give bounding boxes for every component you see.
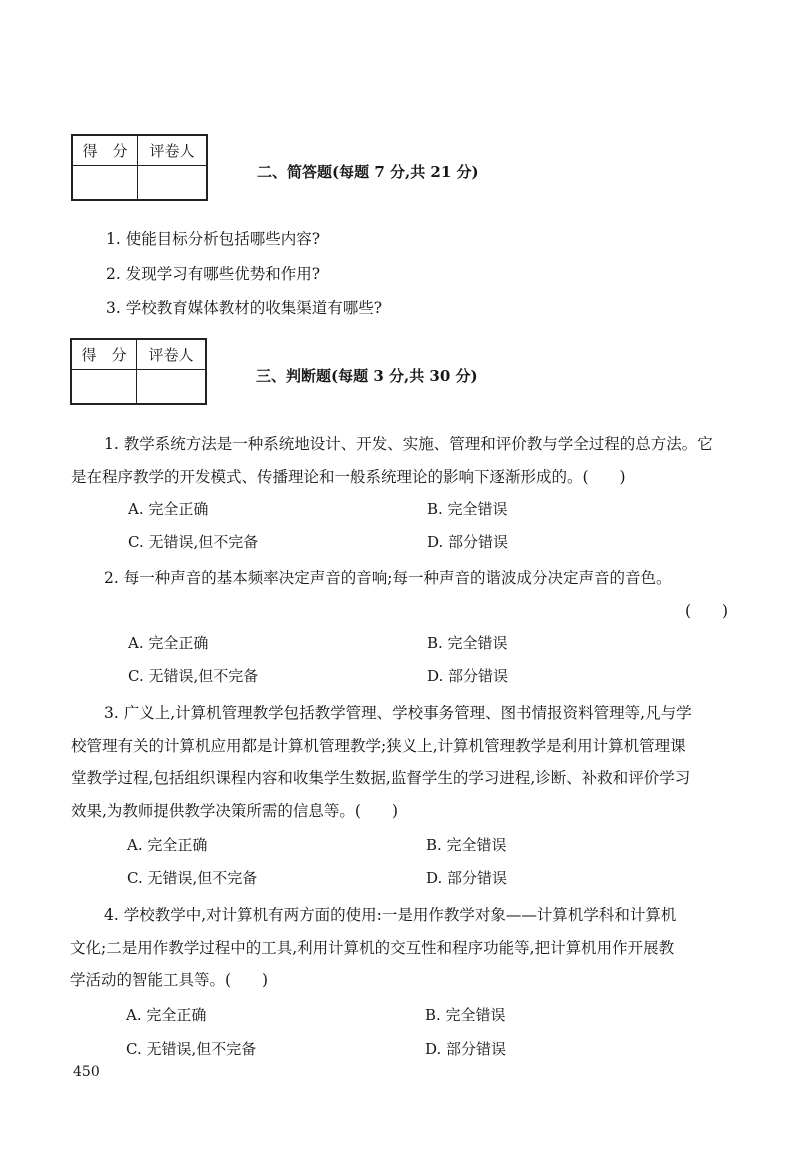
tf-question-2-option-a: A. 完全正确 bbox=[128, 634, 209, 652]
tf-question-4-line-1: 4. 学校教学中,对计算机有两方面的使用:一是用作教学对象——计算机学科和计算机 bbox=[104, 906, 677, 924]
section-title-true-false: 三、判断题(每题 3 分,共 30 分) bbox=[256, 367, 478, 385]
score-cell bbox=[71, 370, 137, 405]
tf-question-3-option-a: A. 完全正确 bbox=[127, 836, 208, 854]
tf-question-3-option-c: C. 无错误,但不完备 bbox=[127, 869, 258, 887]
grader-cell bbox=[137, 370, 207, 405]
grader-cell bbox=[138, 166, 208, 201]
short-answer-question-2: 2. 发现学习有哪些优势和作用? bbox=[106, 265, 321, 283]
tf-question-1-option-b: B. 完全错误 bbox=[427, 500, 508, 518]
tf-question-1-line-2: 是在程序教学的开发模式、传播理论和一般系统理论的影响下逐渐形成的。( ) bbox=[71, 468, 626, 486]
tf-question-3-line-2: 校管理有关的计算机应用都是计算机管理教学;狭义上,计算机管理教学是利用计算机管理课 bbox=[71, 737, 686, 755]
score-label: 得 分 bbox=[72, 135, 138, 166]
score-table-section-3 bbox=[70, 338, 207, 405]
tf-question-4-option-a: A. 完全正确 bbox=[126, 1006, 207, 1024]
tf-question-1-option-a: A. 完全正确 bbox=[128, 500, 209, 518]
tf-question-1-line-1: 1. 教学系统方法是一种系统地设计、开发、实施、管理和评价教与学全过程的总方法。它 bbox=[104, 435, 713, 453]
page-number: 450 bbox=[73, 1064, 100, 1080]
tf-question-4-line-3: 学活动的智能工具等。( ) bbox=[70, 971, 269, 989]
tf-question-2-option-d: D. 部分错误 bbox=[427, 667, 509, 685]
tf-question-1-option-c: C. 无错误,但不完备 bbox=[128, 533, 259, 551]
tf-question-4-option-d: D. 部分错误 bbox=[425, 1040, 507, 1058]
score-cell bbox=[72, 166, 138, 201]
tf-question-4-option-c: C. 无错误,但不完备 bbox=[126, 1040, 257, 1058]
tf-question-3-option-d: D. 部分错误 bbox=[426, 869, 508, 887]
tf-question-3-line-1: 3. 广义上,计算机管理教学包括教学管理、学校事务管理、图书情报资料管理等,凡与学 bbox=[104, 704, 692, 722]
grader-label: 评卷人 bbox=[138, 135, 208, 166]
tf-question-2-line-1: 2. 每一种声音的基本频率决定声音的音响;每一种声音的谐波成分决定声音的音色。 bbox=[104, 569, 672, 587]
tf-question-2-option-b: B. 完全错误 bbox=[427, 634, 508, 652]
short-answer-question-1: 1. 使能目标分析包括哪些内容? bbox=[106, 230, 321, 248]
short-answer-question-3: 3. 学校教育媒体教材的收集渠道有哪些? bbox=[106, 299, 383, 317]
tf-question-3-line-3: 堂教学过程,包括组织课程内容和收集学生数据,监督学生的学习进程,诊断、补救和评价学习 bbox=[71, 769, 691, 787]
tf-question-2-option-c: C. 无错误,但不完备 bbox=[128, 667, 259, 685]
tf-question-3-line-4: 效果,为教师提供教学决策所需的信息等。( ) bbox=[71, 802, 399, 820]
score-table-section-2 bbox=[71, 134, 208, 201]
grader-label: 评卷人 bbox=[137, 339, 207, 370]
tf-question-1-option-d: D. 部分错误 bbox=[427, 533, 509, 551]
tf-question-3-option-b: B. 完全错误 bbox=[426, 836, 507, 854]
section-title-short-answer: 二、简答题(每题 7 分,共 21 分) bbox=[257, 163, 479, 181]
score-label: 得 分 bbox=[71, 339, 137, 370]
tf-question-4-option-b: B. 完全错误 bbox=[425, 1006, 506, 1024]
tf-question-4-line-2: 文化;二是用作教学过程中的工具,利用计算机的交互性和程序功能等,把计算机用作开展教 bbox=[70, 939, 675, 957]
tf-question-2-line-2: ( ) bbox=[685, 602, 729, 620]
